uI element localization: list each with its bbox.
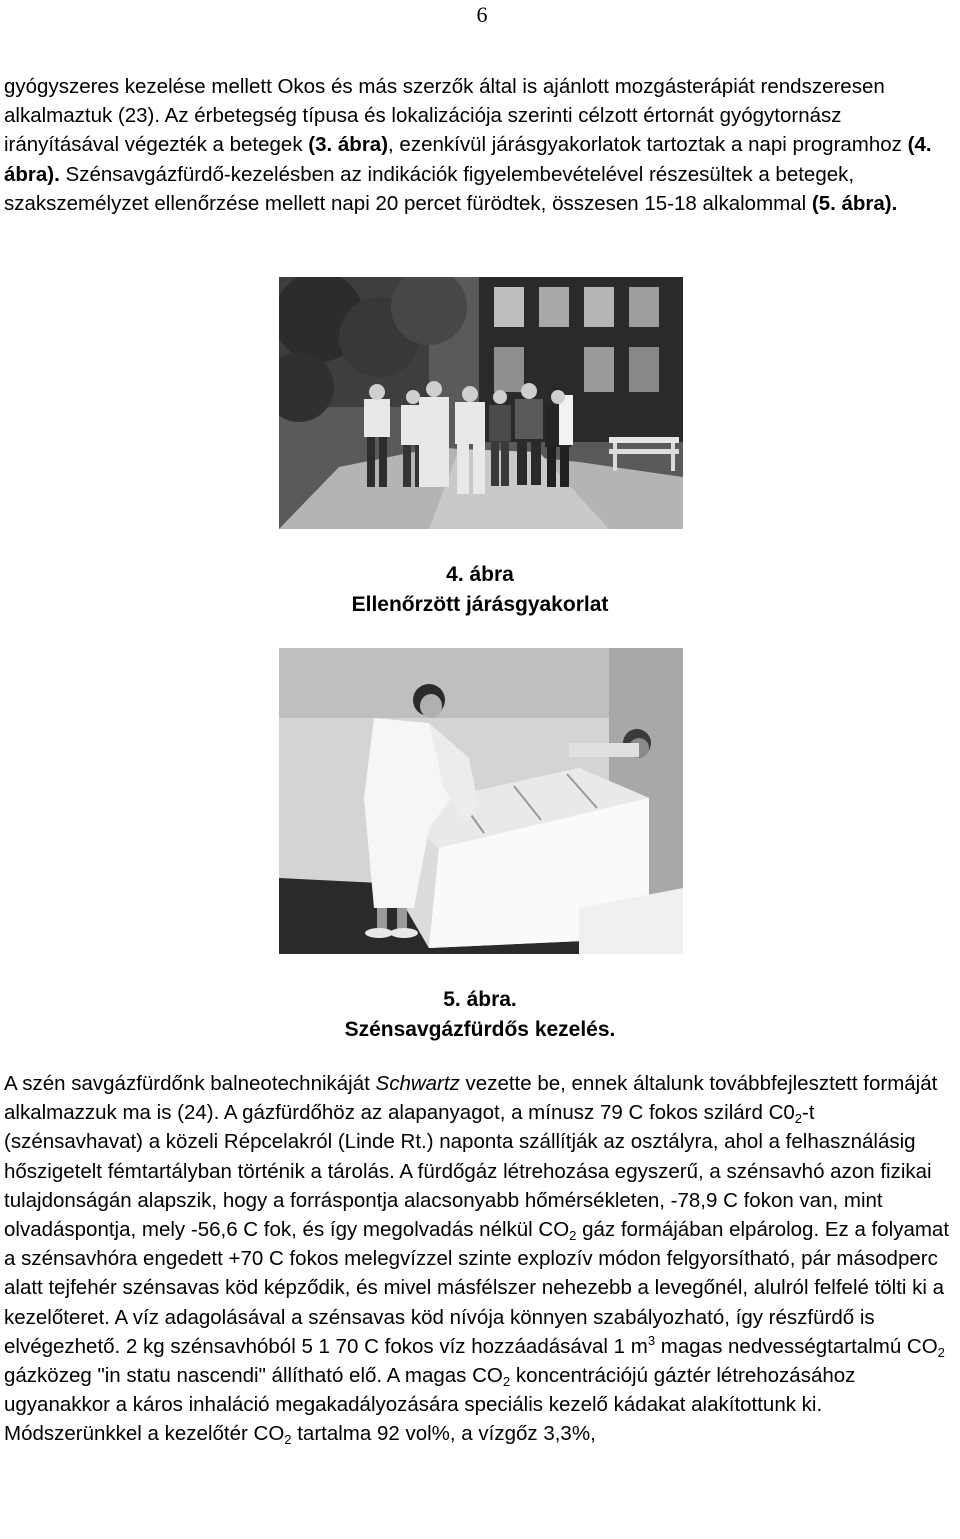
text-segment: magas nedvességtartalmú CO <box>655 1334 938 1358</box>
figure-5-title: Szénsavgázfürdős kezelés. <box>344 1018 616 1041</box>
figure-4-title: Ellenőrzött járásgyakorlat <box>351 593 609 616</box>
author-name: Schwartz <box>375 1072 460 1095</box>
figure-4-number: 4. ábra <box>446 563 514 586</box>
text-segment: tartalma 92 vol%, a vízgőz 3,3%, <box>291 1422 596 1446</box>
page-number: 6 <box>476 2 488 27</box>
subscript: 2 <box>569 1228 577 1244</box>
figure-5-photo <box>279 648 683 954</box>
text-segment: Szénsavgázfürdő-kezelésben az indikációk figyelembevételével részesültek a betegek, szakszemélyzet ellenőrzése mellett napi 20 percet fürödtek, összesen 15-18 alkalommal <box>4 162 855 215</box>
superscript: 3 <box>647 1332 656 1348</box>
subscript: 2 <box>937 1344 945 1360</box>
text-segment: gázközeg "in statu nascendi" állítható elő. A magas CO <box>4 1364 503 1388</box>
figure-reference: (5. ábra). <box>811 191 898 215</box>
text-segment: gáz formájában elpárolog. Ez a folyamat a szénsavhóra engedett +70 C fokos melegvízzel szinte explozív módon felgyorsítható, pár másodperc alatt tejfehér szénsavas köd képződik, és mivel másfélszer nehezebb a levegőnél, alulról felfelé tölti ki a kezelőteret. A víz adagolásával a szénsavas köd nívója könnyen szabályozható, így részfürdő is elvégezhető. 2 kg szénsavhóból 5 1 70 C fokos víz hozzáadásával 1 m <box>4 1218 950 1358</box>
text-segment: koncentrációjú gáztér létrehozásához ugyanakkor a káros inhaláció megakadályozására speciális kezelő kádakat alakítottunk ki. Módszerünkkel a kezelőtér CO <box>4 1364 856 1446</box>
text-segment: vezette be, ennek általunk továbbfejlesztett formáját alkalmazzuk ma is (24). A gázfürdőhöz az alapanyagot, a mínusz 79 C fokos szilárd C0 <box>4 1072 938 1125</box>
text-segment: -t (szénsavhavat) a közeli Répcelakról (Linde Rt.) naponta szállítják az osztályra, ahol a felhasználásig hőszigetelt fémtartályban történik a tárolás. A fürdőgáz létrehozása egyszerű, a szénsavhó azon fizikai tulajdonságán alapszik, hogy a forráspontja alacsonyabb hőmérsékleten, -78,9 C fokon van, mint olvadáspontja, mely -56,6 C fok, és így megolvadás nélkül CO <box>4 1101 932 1242</box>
paragraph-intro <box>4 72 954 218</box>
subscript: 2 <box>284 1432 292 1448</box>
subscript: 2 <box>794 1111 803 1127</box>
figure-5-number: 5. ábra. <box>443 988 517 1011</box>
subscript: 2 <box>502 1374 511 1390</box>
walking-group-photo <box>279 277 683 529</box>
text-segment: gyógyszeres kezelése mellett Okos és más szerzők által is ajánlott mozgásterápiát rendszeresen alkalmaztuk (23). Az érbetegség típusa és lokalizációja szerinti célzott értornát gyógytornász irányításával végezték a betegek <box>4 75 885 157</box>
text-segment: A szén savgázfürdőnk balneotechnikáját <box>4 1072 376 1095</box>
figure-reference: (3. ábra) <box>308 133 389 157</box>
text-segment: , ezenkívül járásgyakorlatok tartoztak a napi programhoz <box>388 133 908 157</box>
bath-treatment-photo <box>279 648 683 954</box>
paragraph-bath-technique <box>4 1069 954 1449</box>
figure-reference: (4. ábra). <box>4 133 932 186</box>
figure-4-photo <box>279 277 683 529</box>
